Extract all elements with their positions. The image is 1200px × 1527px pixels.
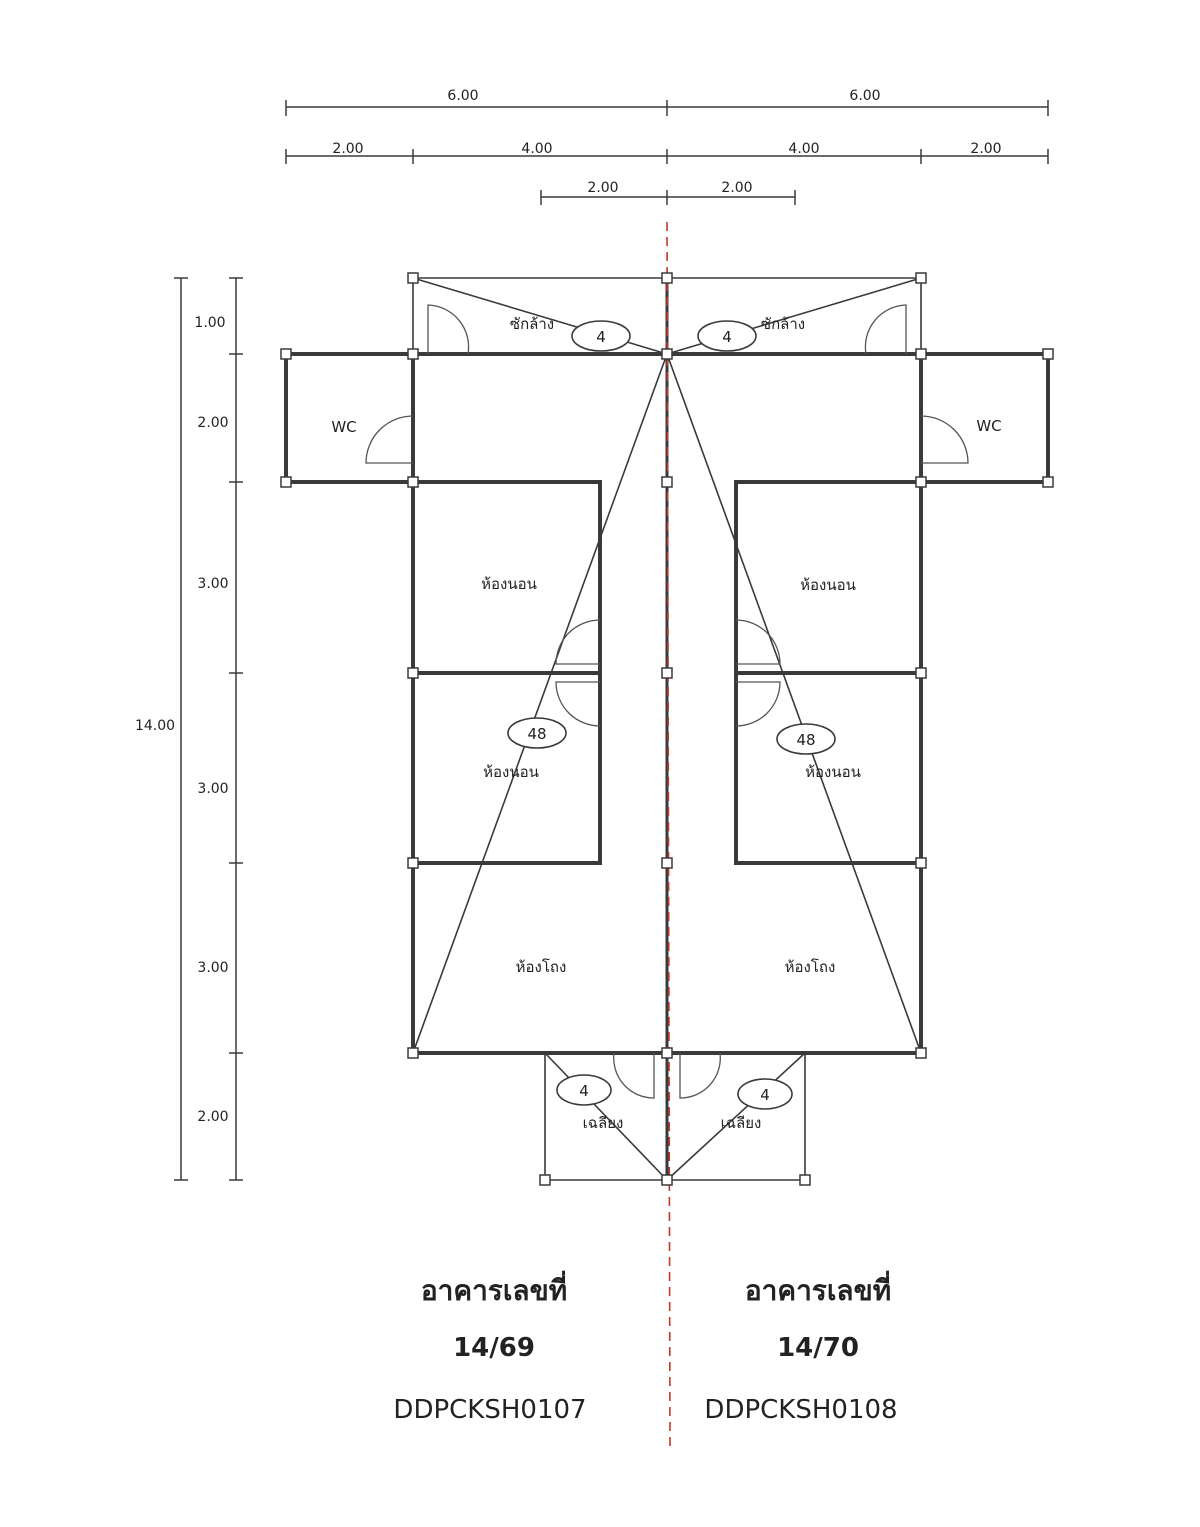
- room-porch-right: เฉลียง: [720, 1114, 762, 1132]
- room-porch-left: เฉลียง: [582, 1114, 624, 1132]
- room-laundry-right: ซักล้าง: [760, 315, 806, 333]
- room-bedroom2-left: ห้องนอน: [483, 763, 539, 781]
- badges: [508, 321, 835, 1109]
- dim-top-row2-b: 4.00: [521, 141, 553, 157]
- badge-middle-left: 48: [527, 725, 547, 743]
- room-wc-right: WC: [976, 417, 1002, 435]
- building-left-code: DDPCKSH0107: [393, 1395, 587, 1425]
- dim-left-seg2: 2.00: [197, 415, 229, 431]
- dim-top-row2-c: 4.00: [788, 141, 820, 157]
- dim-left-seg4: 3.00: [197, 781, 229, 797]
- building-right-number: 14/70: [777, 1333, 859, 1363]
- room-laundry-left: ซักล้าง: [509, 315, 555, 333]
- dim-top-row2-a: 2.00: [332, 141, 364, 157]
- room-bedroom2-right: ห้องนอน: [805, 763, 861, 781]
- dim-left-total: 14.00: [134, 718, 176, 734]
- building-left: [393, 1270, 586, 1425]
- top-dimensions: [286, 88, 1048, 205]
- building-right: [704, 1270, 897, 1425]
- dim-top-row3-right: 2.00: [721, 180, 753, 196]
- building-right-label: อาคารเลขที่: [744, 1274, 892, 1307]
- room-bedroom1-right: ห้องนอน: [800, 576, 856, 594]
- badge-front-left: 4: [579, 1082, 589, 1100]
- building-left-number: 14/69: [453, 1333, 535, 1363]
- dim-left-seg6: 2.00: [197, 1109, 229, 1125]
- dim-top-row1-right: 6.00: [849, 88, 881, 104]
- dim-left-seg5: 3.00: [197, 960, 229, 976]
- dim-top-row1-left: 6.00: [447, 88, 479, 104]
- room-wc-left: WC: [331, 418, 357, 436]
- badge-rear-left: 4: [596, 328, 606, 346]
- building-right-code: DDPCKSH0108: [704, 1395, 898, 1425]
- badge-rear-right: 4: [722, 328, 732, 346]
- dim-top-row2-d: 2.00: [970, 141, 1002, 157]
- dim-left-seg1: 1.00: [194, 315, 226, 331]
- room-living-left: ห้องโถง: [515, 958, 567, 976]
- building-left-label: อาคารเลขที่: [420, 1274, 568, 1307]
- walls: [286, 278, 1048, 1180]
- room-living-right: ห้องโถง: [784, 958, 836, 976]
- room-bedroom1-left: ห้องนอน: [481, 575, 537, 593]
- badge-middle-right: 48: [796, 731, 816, 749]
- dim-left-seg3: 3.00: [197, 576, 229, 592]
- badge-front-right: 4: [760, 1086, 770, 1104]
- dim-top-row3-left: 2.00: [587, 180, 619, 196]
- left-dimensions: [135, 278, 243, 1180]
